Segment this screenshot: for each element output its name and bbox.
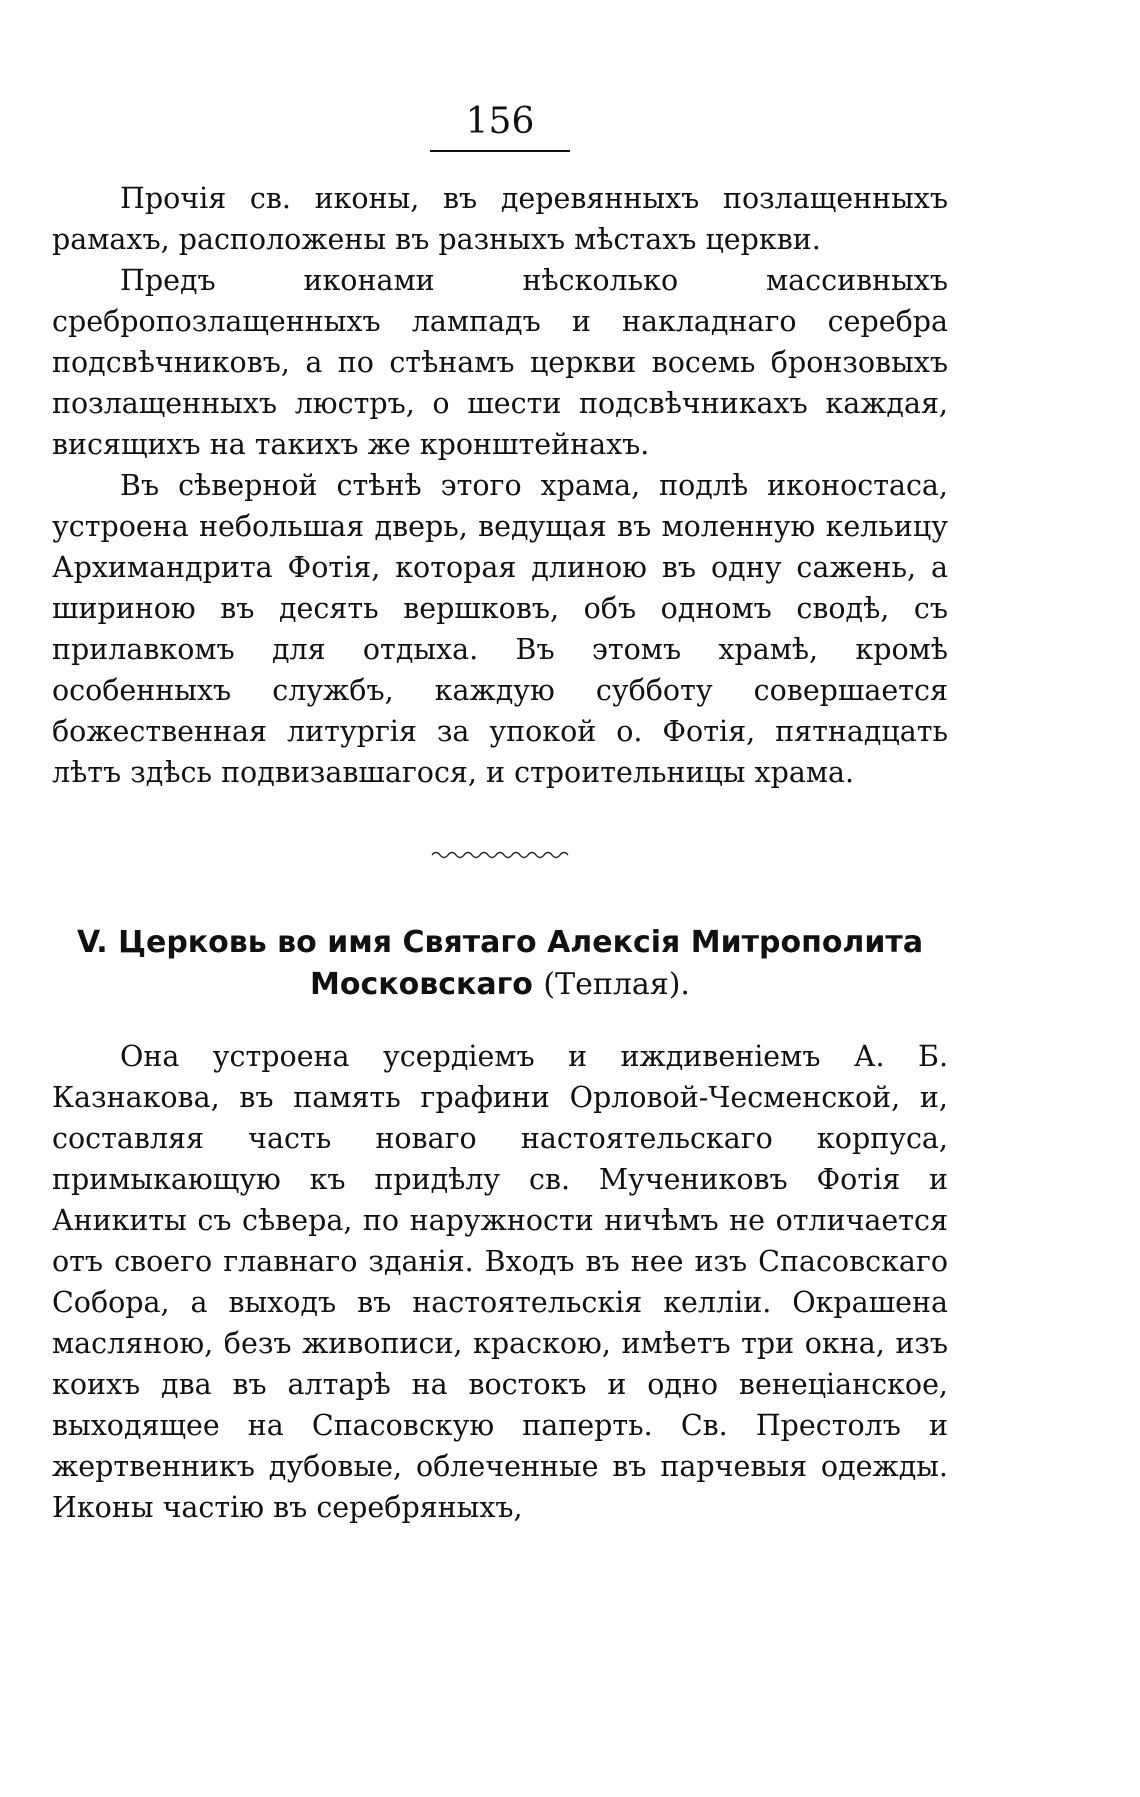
chapter-heading bbox=[52, 922, 948, 1006]
paragraph-church-description: Она устроена усердіемъ и иждивеніемъ А. Б. Казнакова, въ память графини Орловой-Чесменской, и, составляя часть новаго настоятельскаго корпуса, примыкающую къ придѣлу св. Мучениковъ Фотія и Аникиты съ сѣвера, по наружности ничѣмъ не отличается отъ своего главнаго зданія. Входъ въ нее изъ Спасовскаго Собора, а выходъ въ настоятельскія келліи. Окрашена масляною, безъ живописи, краскою, имѣетъ три окна, изъ коихъ два въ алтарѣ на востокъ и одно венеціанское, выходящее на Спасовскую паперть. Св. Престолъ и жертвенникъ дубовые, облеченные въ парчевыя одежды. Иконы частію въ серебряныхъ, bbox=[52, 1040, 948, 1524]
chapter-title: Церковь во имя Святаго Алексія Митрополита Московскаго bbox=[118, 925, 924, 1002]
chapter-subtitle: (Теплая). bbox=[543, 967, 690, 1002]
page-number: 156 bbox=[465, 101, 535, 142]
paragraph-lamps: Предъ иконами нѣсколько массивныхъ сребропозлащенныхъ лампадъ и накладнаго серебра подсвѣчниковъ, а по стѣнамъ церкви восемь бронзовыхъ позлащенныхъ люстръ, о шести подсвѣчникахъ каждая, висящихъ на такихъ же кронштейнахъ. bbox=[52, 264, 948, 461]
paragraph-icons: Прочія св. иконы, въ деревянныхъ позлащенныхъ рамахъ, расположены въ разныхъ мѣстахъ церкви. bbox=[52, 182, 948, 256]
chapter-number: V. bbox=[76, 925, 108, 960]
chapter-text bbox=[52, 1036, 948, 1528]
paragraph-door: Въ сѣверной стѣнѣ этого храма, подлѣ иконостаса, устроена небольшая дверь, ведущая въ моленную кельицу Архимандрита Фотія, которая длиною въ одну сажень, а шириною въ десять вершковъ, объ одномъ сводѣ, съ прилавкомъ для отдыха. Въ этомъ храмѣ, кромѣ особенныхъ службъ, каждую субботу совершается божественная литургія за упокой о. Фотія, пятнадцать лѣтъ здѣсь подвизавшагося, и строительницы храма. bbox=[52, 469, 948, 789]
page-number-rule bbox=[430, 150, 570, 152]
section-divider-ornament bbox=[430, 846, 570, 862]
section-text bbox=[52, 178, 948, 793]
